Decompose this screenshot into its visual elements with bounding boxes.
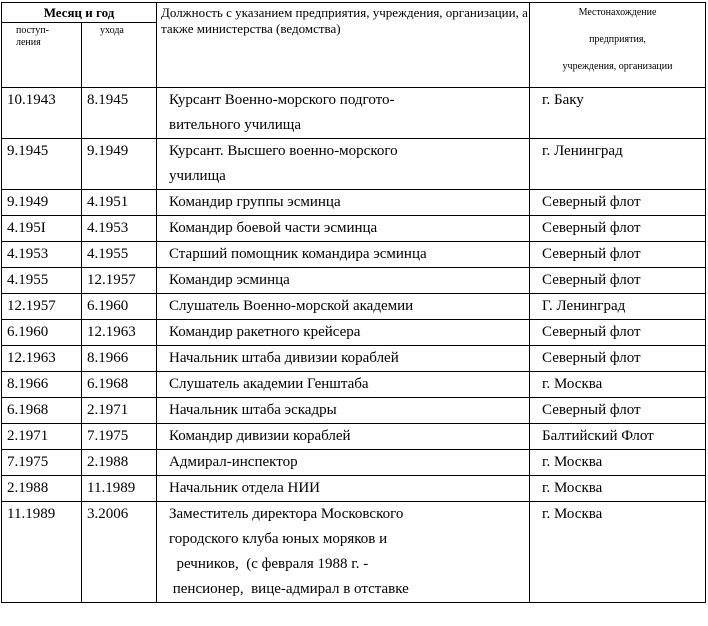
location-cell: Северный флот [530, 268, 706, 294]
location-cell: г. Баку [530, 88, 706, 114]
position-cell: вительного училища [157, 113, 530, 139]
position-cell: Командир дивизии кораблей [157, 424, 530, 450]
location-cell: Северный флот [530, 346, 706, 372]
end-date-cell: 4.1953 [82, 216, 157, 242]
location-cell: Г. Ленинград [530, 294, 706, 320]
position-cell: Начальник штаба эскадры [157, 398, 530, 424]
start-date-cell [2, 527, 82, 552]
career-table [1, 2, 706, 603]
start-date-cell: 9.1945 [2, 139, 82, 165]
position-cell: Курсант Военно-морского подгото- [157, 88, 530, 114]
location-cell [530, 577, 706, 603]
end-date-cell: 6.1960 [82, 294, 157, 320]
end-date-cell: 2.1988 [82, 450, 157, 476]
end-date-cell [82, 552, 157, 577]
end-date-cell: 12.1963 [82, 320, 157, 346]
start-date-cell: 10.1943 [2, 88, 82, 114]
position-cell: училища [157, 164, 530, 190]
start-date-cell: 8.1966 [2, 372, 82, 398]
end-date-cell: 4.1955 [82, 242, 157, 268]
start-date-cell: 6.1968 [2, 398, 82, 424]
start-date-cell: 7.1975 [2, 450, 82, 476]
position-cell: Курсант. Высшего военно-морского [157, 139, 530, 165]
position-cell: Старший помощник командира эсминца [157, 242, 530, 268]
location-cell: Северный флот [530, 190, 706, 216]
header-admission: поступ- ления [2, 23, 82, 88]
start-date-cell: 4.1953 [2, 242, 82, 268]
header-position: Должность с указанием предприятия, учреждения, организации, а также министерства (ведомства) [157, 3, 530, 88]
location-cell: г. Москва [530, 476, 706, 502]
end-date-cell: 6.1968 [82, 372, 157, 398]
table-row-continuation [2, 527, 706, 552]
location-cell: Северный флот [530, 216, 706, 242]
location-cell [530, 552, 706, 577]
header-location-line: учреждения, организации [562, 61, 673, 72]
position-cell: Командир эсминца [157, 268, 530, 294]
position-cell: пенсионер, вице-адмирал в отставке [157, 577, 530, 603]
header-departure: ухода [82, 23, 157, 88]
header-month-year: Месяц и год [2, 3, 157, 23]
end-date-cell: 8.1966 [82, 346, 157, 372]
position-cell: Заместитель директора Московского [157, 502, 530, 528]
position-cell: Начальник отдела НИИ [157, 476, 530, 502]
end-date-cell: 2.1971 [82, 398, 157, 424]
position-cell: речников, (с февраля 1988 г. - [157, 552, 530, 577]
location-cell [530, 113, 706, 139]
end-date-cell: 9.1949 [82, 139, 157, 165]
table-row-continuation [2, 113, 706, 139]
table-row [2, 372, 706, 398]
table-row-continuation [2, 164, 706, 190]
start-date-cell [2, 164, 82, 190]
position-cell: Командир боевой части эсминца [157, 216, 530, 242]
location-cell: Балтийский Флот [530, 424, 706, 450]
location-cell: Северный флот [530, 242, 706, 268]
start-date-cell: 9.1949 [2, 190, 82, 216]
table-row [2, 242, 706, 268]
start-date-cell: 6.1960 [2, 320, 82, 346]
end-date-cell: 8.1945 [82, 88, 157, 114]
end-date-cell: 11.1989 [82, 476, 157, 502]
start-date-cell: 11.1989 [2, 502, 82, 528]
position-cell: Командир ракетного крейсера [157, 320, 530, 346]
end-date-cell: 4.1951 [82, 190, 157, 216]
location-cell: г. Москва [530, 502, 706, 528]
end-date-cell [82, 577, 157, 603]
table-row-continuation [2, 577, 706, 603]
position-cell: Слушатель Военно-морской академии [157, 294, 530, 320]
end-date-cell [82, 113, 157, 139]
position-cell: Начальник штаба дивизии кораблей [157, 346, 530, 372]
start-date-cell: 2.1971 [2, 424, 82, 450]
table-row [2, 268, 706, 294]
table-row [2, 320, 706, 346]
location-cell: г. Ленинград [530, 139, 706, 165]
location-cell [530, 164, 706, 190]
start-date-cell: 2.1988 [2, 476, 82, 502]
table-row [2, 502, 706, 528]
end-date-cell: 12.1957 [82, 268, 157, 294]
table-row [2, 346, 706, 372]
start-date-cell: 12.1963 [2, 346, 82, 372]
start-date-cell: 4.1955 [2, 268, 82, 294]
header-location-line: предприятия, [589, 34, 646, 45]
table-row [2, 294, 706, 320]
start-date-cell: 12.1957 [2, 294, 82, 320]
table-row [2, 450, 706, 476]
location-cell: Северный флот [530, 398, 706, 424]
table-row [2, 190, 706, 216]
position-cell: городского клуба юных моряков и [157, 527, 530, 552]
start-date-cell [2, 552, 82, 577]
table-row [2, 398, 706, 424]
header-location [530, 3, 706, 88]
location-cell: г. Москва [530, 372, 706, 398]
table-row [2, 216, 706, 242]
header-location-line: Местонахождение [578, 7, 657, 18]
table-row [2, 424, 706, 450]
end-date-cell: 7.1975 [82, 424, 157, 450]
position-cell: Адмирал-инспектор [157, 450, 530, 476]
table-row-continuation [2, 552, 706, 577]
location-cell: Северный флот [530, 320, 706, 346]
start-date-cell [2, 577, 82, 603]
end-date-cell [82, 527, 157, 552]
table-row [2, 476, 706, 502]
location-cell: г. Москва [530, 450, 706, 476]
position-cell: Слушатель академии Генштаба [157, 372, 530, 398]
table-row [2, 139, 706, 165]
table-row [2, 88, 706, 114]
start-date-cell [2, 113, 82, 139]
location-cell [530, 527, 706, 552]
end-date-cell [82, 164, 157, 190]
end-date-cell: 3.2006 [82, 502, 157, 528]
start-date-cell: 4.195I [2, 216, 82, 242]
position-cell: Командир группы эсминца [157, 190, 530, 216]
